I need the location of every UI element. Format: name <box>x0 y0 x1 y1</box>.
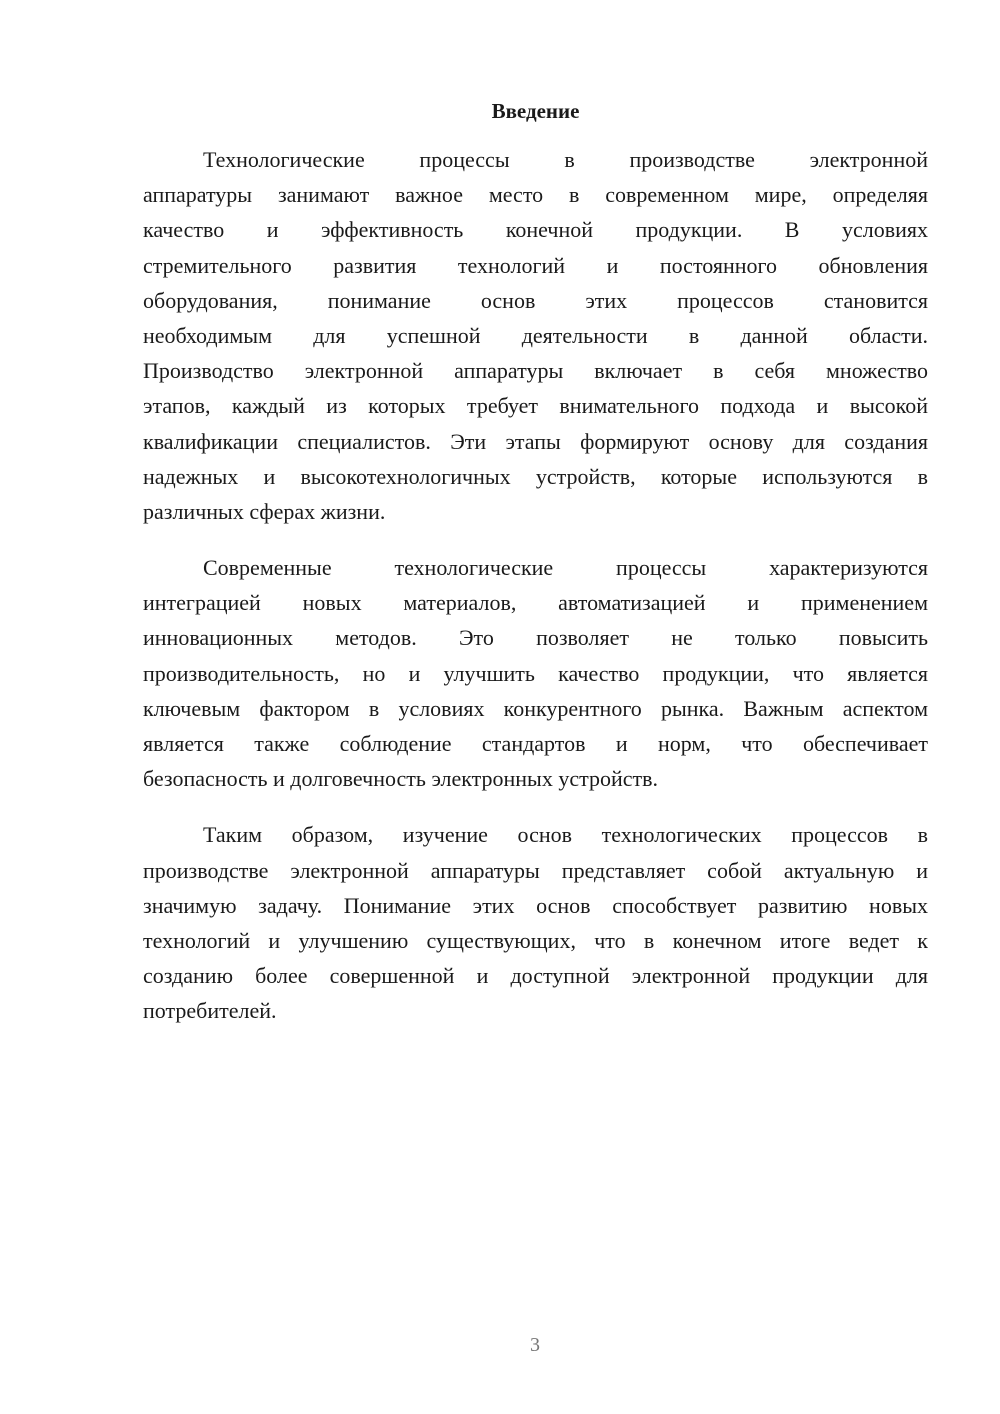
text-line: качество и эффективность конечной продукции. В условиях <box>143 217 928 243</box>
text-line: технологий и улучшению существующих, что в конечном итоге ведет к <box>143 927 928 953</box>
text-line: инновационных методов. Это позволяет не только повысить <box>143 625 928 651</box>
text-line: ключевым фактором в условиях конкурентного рынка. Важным аспектом <box>143 695 928 721</box>
text-line: стремительного развития технологий и постоянного обновления <box>143 252 928 278</box>
text-line: необходимым для успешной деятельности в данной области. <box>143 322 928 348</box>
text-line: производительность, но и улучшить качество продукции, что является <box>143 660 928 686</box>
text-line: надежных и высокотехнологичных устройств, которые используются в <box>143 463 928 489</box>
document-body <box>143 142 928 1050</box>
text-line: Производство электронной аппаратуры включает в себя множество <box>143 358 928 384</box>
text-line: Технологические процессы в производстве электронной <box>203 147 928 172</box>
text-line: различных сферах жизни. <box>143 498 386 524</box>
page-number: 3 <box>530 1334 540 1356</box>
text-line: созданию более совершенной и доступной электронной продукции для <box>143 963 928 989</box>
paragraph <box>143 817 928 1028</box>
text-line: Современные технологические процессы характеризуются <box>203 555 928 581</box>
text-line: значимую задачу. Понимание этих основ способствует развитию новых <box>143 892 928 918</box>
text-line: аппаратуры занимают важное место в современном мире, определяя <box>143 182 928 208</box>
text-line: является также соблюдение стандартов и норм, что обеспечивает <box>143 731 928 756</box>
text-line: квалификации специалистов. Эти этапы формируют основу для создания <box>143 428 928 454</box>
text-line: потребителей. <box>143 998 277 1024</box>
text-line: интеграцией новых материалов, автоматизацией и применением <box>143 590 928 616</box>
text-line: оборудования, понимание основ этих процессов становится <box>143 287 928 313</box>
text-line: этапов, каждый из которых требует внимательного подхода и высокой <box>143 393 928 419</box>
text-line: производстве электронной аппаратуры представляет собой актуальную и <box>143 857 928 883</box>
paragraph <box>143 550 928 796</box>
paragraph <box>143 142 928 529</box>
text-line: Таким образом, изучение основ технологических процессов в <box>203 822 928 848</box>
text-line: безопасность и долговечность электронных устройств. <box>143 766 659 792</box>
page-title: Введение <box>491 99 580 123</box>
